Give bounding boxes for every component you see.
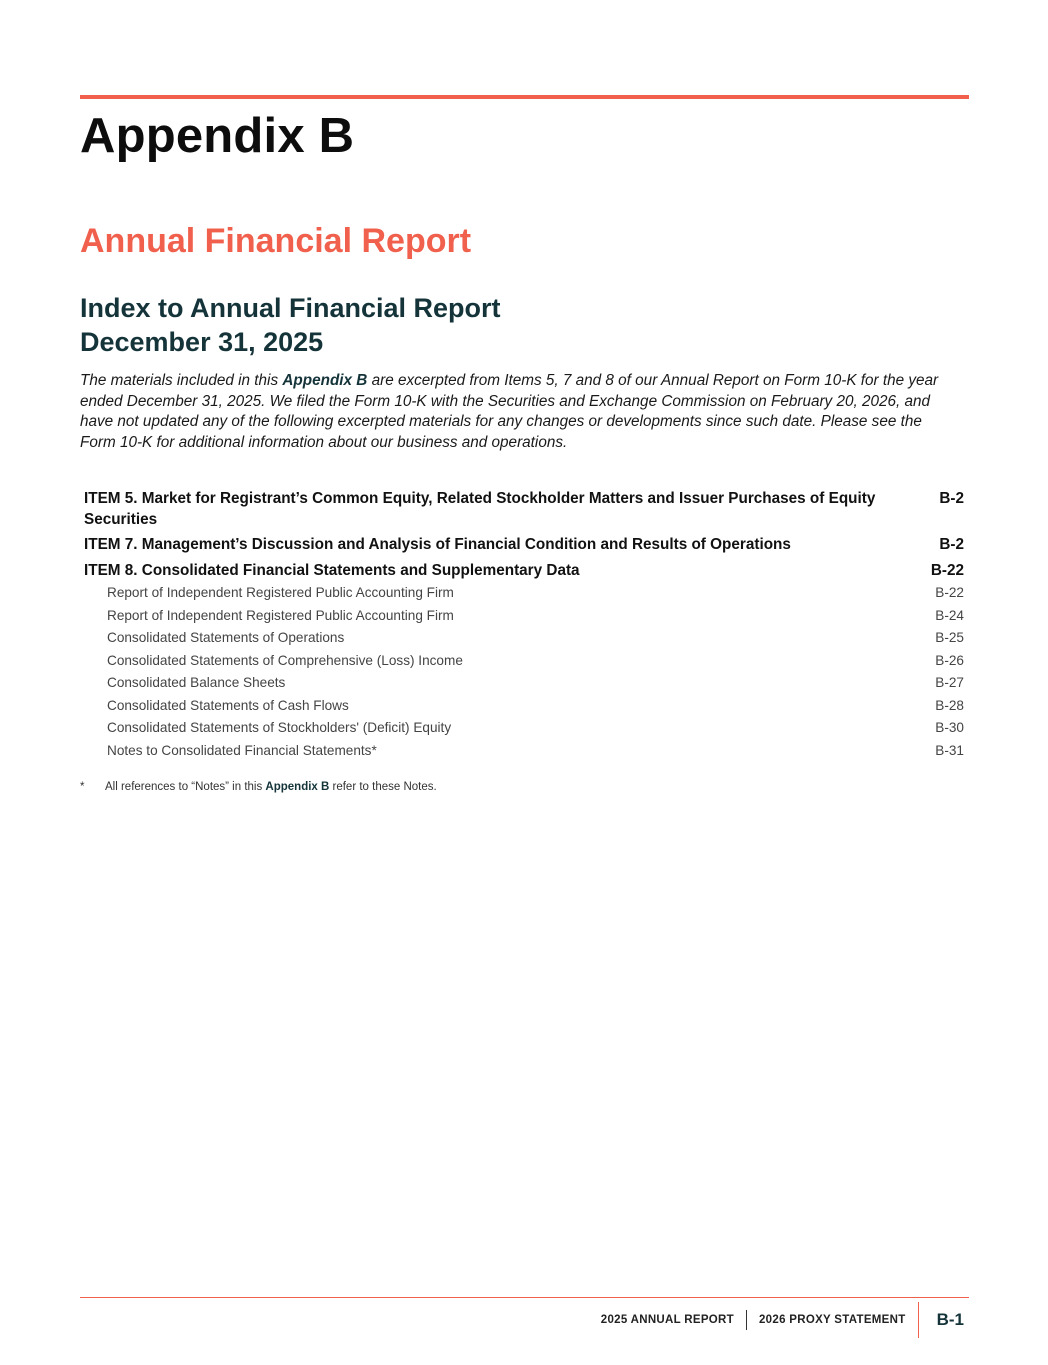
intro-paragraph xyxy=(80,371,940,453)
intro-appendix-reference: Appendix B xyxy=(282,372,368,389)
toc-subitem-label: Consolidated Statements of Stockholders' (Deficit) Equity xyxy=(107,720,452,735)
toc-subitem-page: B-22 xyxy=(935,585,964,600)
toc-subitem-label: Consolidated Balance Sheets xyxy=(107,675,286,690)
toc-subitem-label: Consolidated Statements of Cash Flows xyxy=(107,697,349,713)
toc-subitem-page: B-30 xyxy=(935,720,964,735)
toc-subitem-label: Report of Independent Registered Public Accounting Firm xyxy=(107,607,454,623)
toc-subitem[interactable] xyxy=(84,740,964,763)
toc-subitem-page: B-28 xyxy=(935,697,964,713)
toc-item-label: ITEM 7. Management’s Discussion and Analysis of Financial Condition and Results of Operations xyxy=(84,536,791,553)
index-title xyxy=(80,291,501,359)
toc-subitem[interactable] xyxy=(84,695,964,718)
toc-item-page: B-22 xyxy=(930,561,964,579)
page-number: B-1 xyxy=(936,1310,964,1329)
toc-item-page: B-2 xyxy=(939,490,964,507)
toc-subitem-page: B-27 xyxy=(935,675,964,690)
toc-item-7[interactable] xyxy=(84,535,964,556)
page-footer xyxy=(601,1307,964,1333)
footer-divider xyxy=(746,1310,747,1330)
index-title-line1: Index to Annual Financial Report xyxy=(80,293,501,323)
toc-subitem[interactable] xyxy=(84,605,964,628)
footer-accent-divider xyxy=(918,1302,919,1338)
toc-subitem-page: B-31 xyxy=(935,742,964,758)
toc-subitem-page: B-25 xyxy=(935,630,964,645)
toc-subitem[interactable] xyxy=(84,627,964,650)
section-title: Annual Financial Report xyxy=(80,222,472,260)
toc-subitem-page: B-24 xyxy=(935,607,964,623)
footnote-marker: * xyxy=(80,781,85,793)
toc-item-5[interactable] xyxy=(84,489,964,530)
footer-rule xyxy=(80,1297,969,1298)
toc-item-label: ITEM 8. Consolidated Financial Statements and Supplementary Data xyxy=(84,561,580,579)
toc-subitem[interactable] xyxy=(84,717,964,740)
toc-item-8[interactable] xyxy=(84,561,964,582)
intro-text-start: The materials included in this xyxy=(80,372,283,389)
table-of-contents xyxy=(84,489,964,762)
toc-subitem[interactable] xyxy=(84,582,964,605)
footer-annual-report: 2025 ANNUAL REPORT xyxy=(600,1314,734,1326)
toc-subitem-page: B-26 xyxy=(935,652,964,668)
toc-subitem[interactable] xyxy=(84,672,964,695)
toc-subitem-label: Notes to Consolidated Financial Statements* xyxy=(107,742,377,758)
toc-item-label: ITEM 5. Market for Registrant’s Common Equity, Related Stockholder Matters and Issuer Purchases of Equity Securities xyxy=(84,490,876,528)
toc-subitem-label: Consolidated Statements of Operations xyxy=(107,630,345,645)
top-accent-rule xyxy=(80,95,969,99)
toc-item-page: B-2 xyxy=(939,536,964,553)
footer-proxy-statement: 2026 PROXY STATEMENT xyxy=(758,1314,906,1326)
toc-subitem-label: Consolidated Statements of Comprehensive (Loss) Income xyxy=(107,652,463,668)
index-title-date: December 31, 2025 xyxy=(80,327,324,357)
footnote xyxy=(80,781,437,793)
toc-subitem-label: Report of Independent Registered Public Accounting Firm xyxy=(107,585,454,600)
toc-subitem[interactable] xyxy=(84,650,964,673)
footnote-text-end: refer to these Notes. xyxy=(329,781,437,793)
appendix-title: Appendix B xyxy=(80,109,355,163)
footnote-text-start: All references to “Notes” in this xyxy=(105,781,266,793)
intro-text-end: are excerpted from Items 5, 7 and 8 of our Annual Report on Form 10-K for the year ended December 31, 2025. We filed the Form 10-K with the Securities and Exchange Commission on February 20, 2026, and have not updated any of the following excerpted materials for any changes or developments since such date. Please see the Form 10-K for additional information about our business and operations. xyxy=(80,372,939,451)
footnote-appendix-reference: Appendix B xyxy=(265,781,330,793)
